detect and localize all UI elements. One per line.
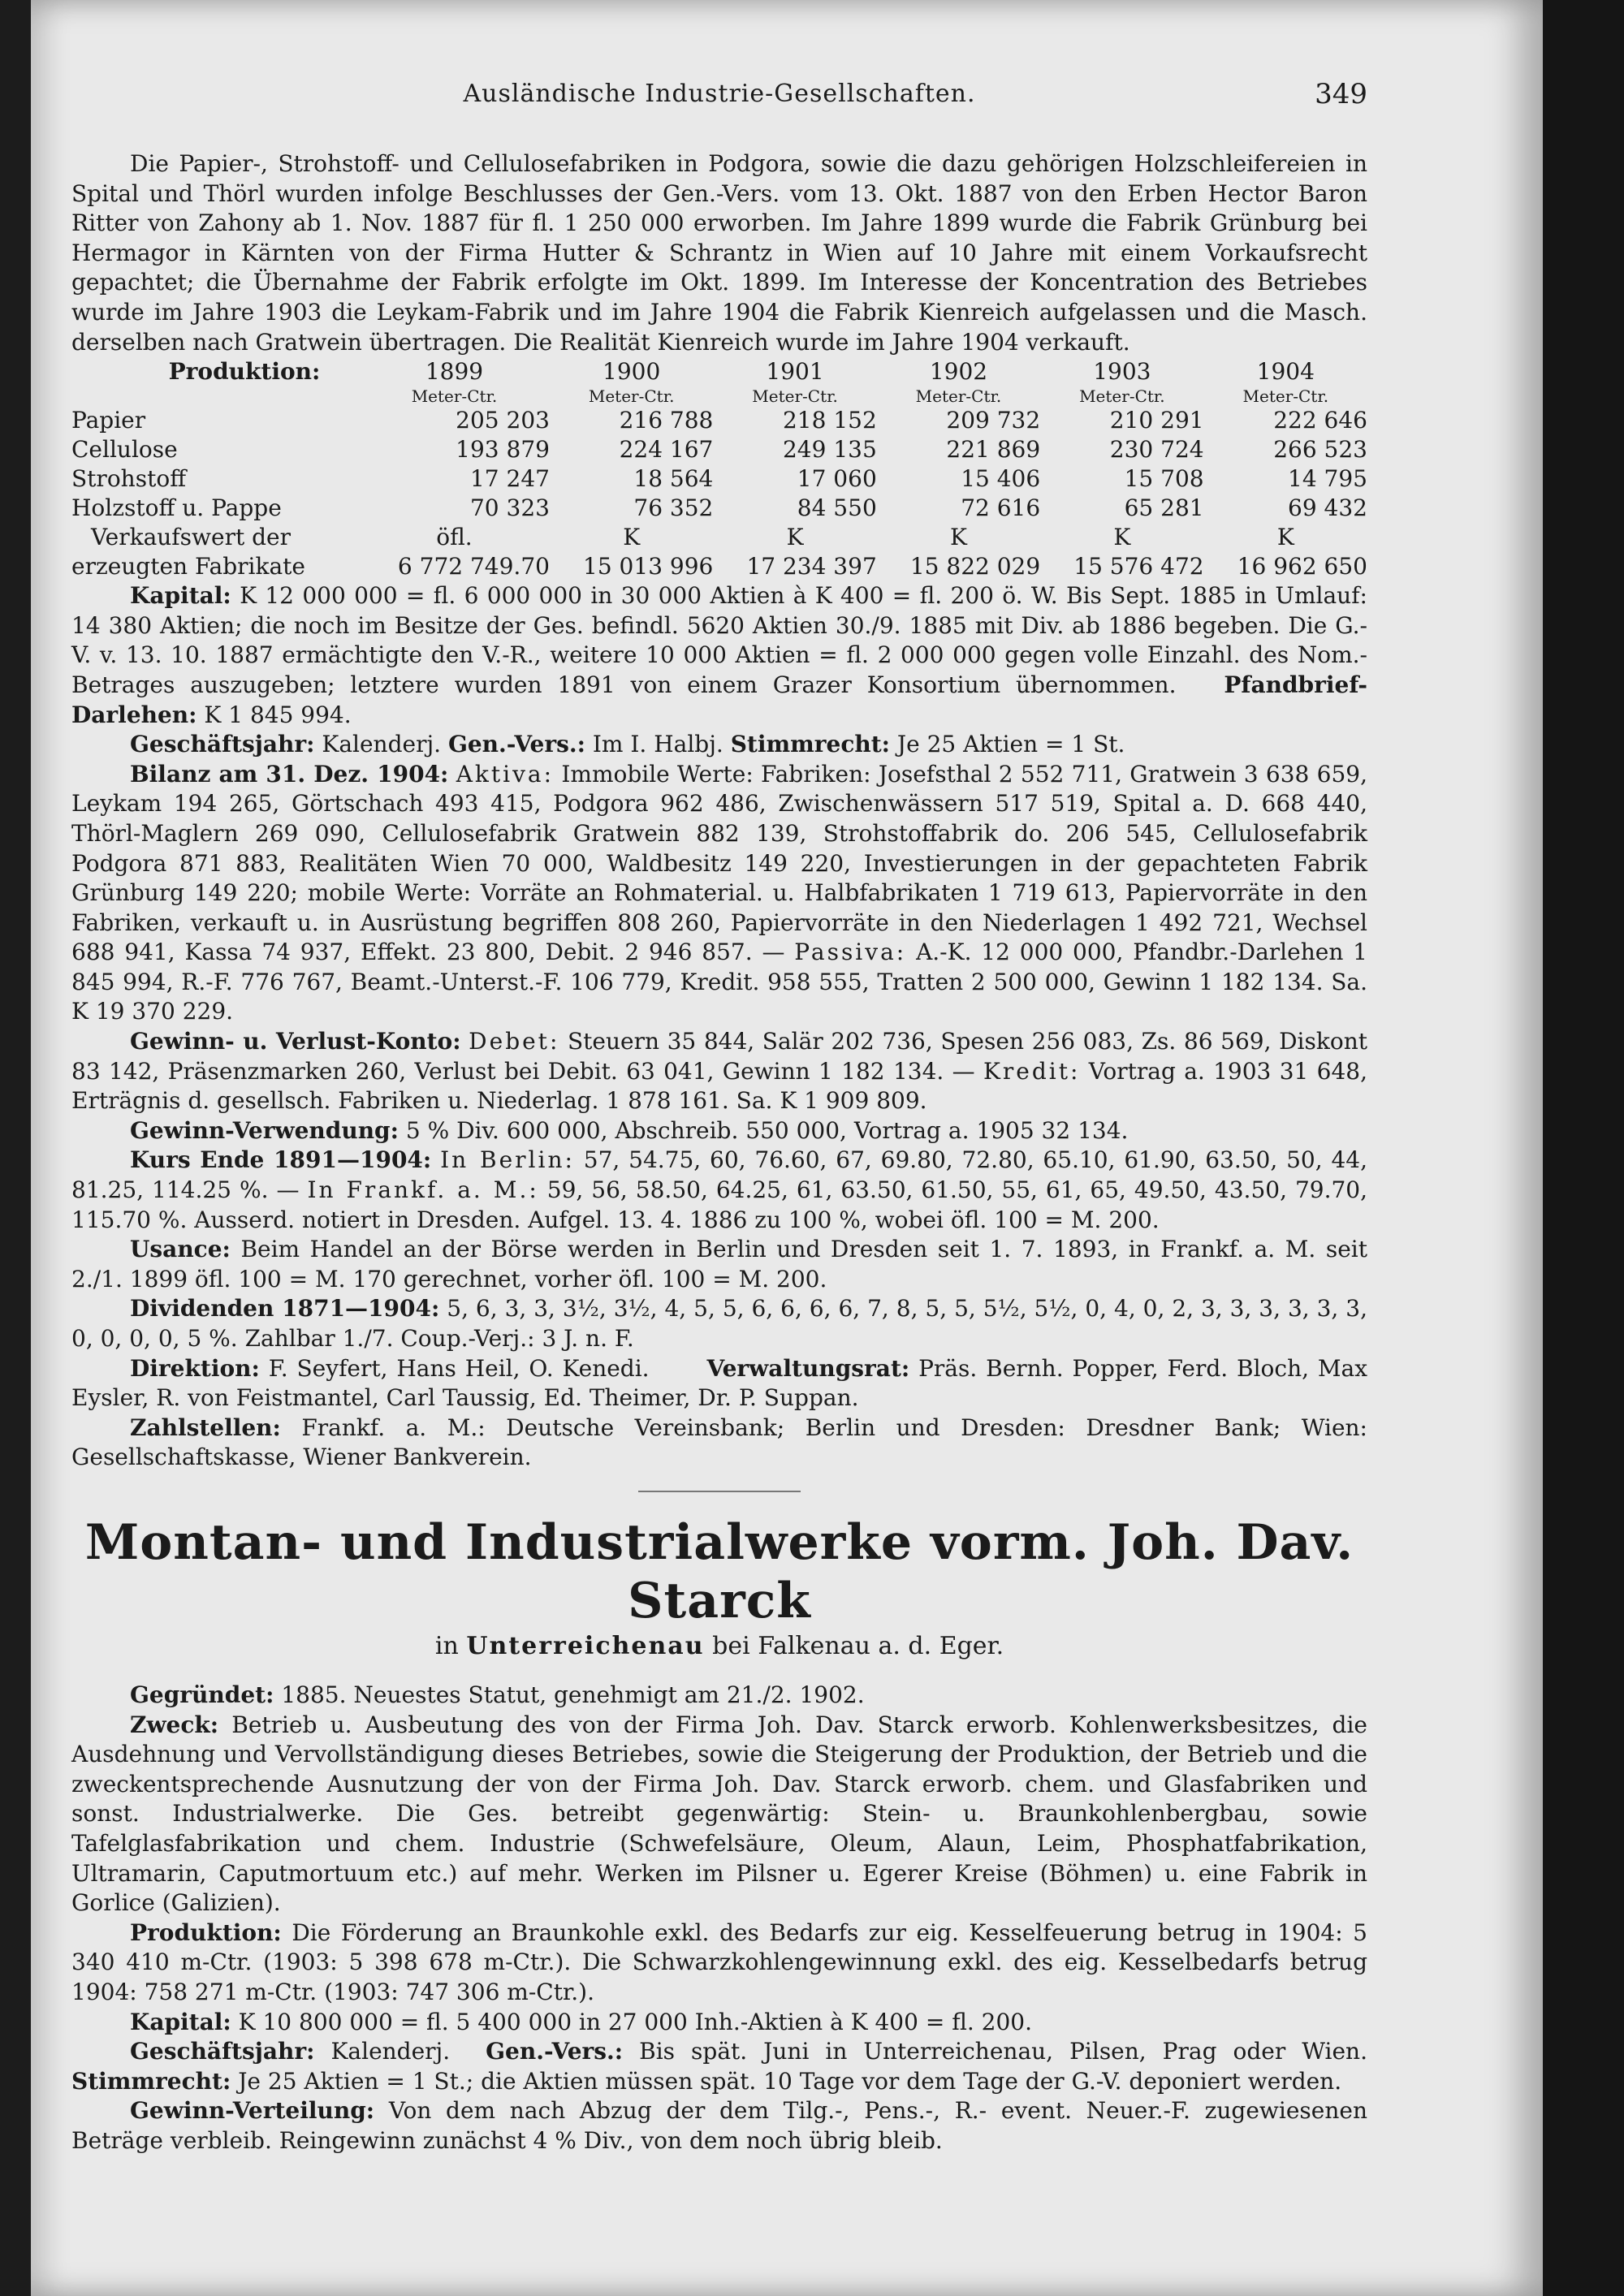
usance-text: Beim Handel an der Börse werden in Berlin und Dresden seit 1. 7. 1893, in Frankf. a. M. seit 2./1. 1899 öfl. 100 = M. 170 gerechnet, vorher öfl. 100 = M. 200.	[71, 1236, 1368, 1293]
geschaeftsjahr2-label: Geschäftsjahr:	[130, 2038, 315, 2065]
value-cell: 15 013 996	[583, 553, 714, 580]
verwaltungsrat-label: Verwaltungsrat:	[706, 1354, 910, 1382]
currency-cell: K	[1276, 524, 1294, 551]
value-row-label	[71, 523, 1367, 552]
production-block	[71, 357, 1367, 581]
aktiva-text: Immobile Werte: Fabriken: Josefsthal 2 552 711, Gratwein 3 638 659, Leykam 194 265, Görtschach 493 415, Podgora 962 486, Zwischenwässern 517 519, Spital a. D. 668 440, Thörl-Maglern 269 090, Cellulosefabrik Gratwein 882 139, Strohstoffabrik do. 206 545, Cellulosefabrik Podgora 871 883, Realitäten Wien 70 000, Waldbesitz 149 220, Investierungen in der gepachteten Fabrik Grünburg 149 220; mobile Werte: Vorräte an Rohmaterial. u. Halbfabrikaten 1 719 613, Papiervorräte in den Fabriken, verkauft u. in Ausrüstung begriffen 808 260, Papiervorräte in den Niederlagen 1 492 721, Wechsel 688 941, Kassa 74 937, Effekt. 23 800, Debit. 2 946 857. —	[71, 760, 1367, 966]
production-cell: 15 406	[961, 465, 1041, 493]
page-edge	[1543, 0, 1624, 2296]
produktion-paragraph	[71, 1918, 1367, 2008]
production-cell: 69 432	[1288, 494, 1367, 522]
section-divider	[638, 1491, 801, 1492]
kurs-berlin-text: 57, 54.75, 60, 76.60, 67, 69.80, 72.80, 65.10, 61.90, 63.50, 50, 44, 81.25, 114.25 %. —	[71, 1146, 1368, 1204]
currency-cell: K	[786, 524, 804, 551]
direktion-paragraph	[71, 1354, 1367, 1413]
company-location	[71, 1630, 1367, 1663]
usance-label: Usance:	[130, 1236, 231, 1263]
genvers2-label: Gen.-Vers.:	[486, 2038, 624, 2065]
kurs-frankfurt-text: 59, 56, 58.50, 64.25, 61, 63.50, 61.50, 55, 61, 65, 49.50, 43.50, 79.70, 115.70 %. Ausserd. notiert in Dresden. Aufgel. 13. 4. 1886 zu 100 %, wobei öfl. 100 = M. 200.	[71, 1176, 1368, 1233]
gegruendet-text: 1885. Neuestes Statut, genehmigt am 21./2. 1902.	[281, 1681, 865, 1708]
dividenden-text: 5, 6, 3, 3, 3½, 3½, 4, 5, 5, 6, 6, 6, 6, 7, 8, 5, 5, 5½, 5½, 0, 4, 0, 2, 3, 3, 3, 3, 3, 3, 0, 0, 0, 0, 5 %. Zahlbar 1./7. Coup.-Verj.: 3 J. n. F.	[71, 1295, 1367, 1352]
zweck-label: Zweck:	[130, 1711, 219, 1738]
running-head-title: Ausländische Industrie-Gesellschaften.	[463, 80, 976, 108]
production-row-label: Strohstoff	[71, 465, 187, 493]
pfandbrief-label: Pfandbrief-Darlehen:	[71, 671, 1367, 728]
production-cell: 222 646	[1273, 407, 1367, 434]
dividenden-paragraph	[71, 1294, 1367, 1353]
passiva-label: Passiva:	[794, 939, 907, 966]
production-cell: 218 152	[782, 407, 877, 434]
production-row-label: Cellulose	[71, 436, 178, 464]
debet-text: Steuern 35 844, Salär 202 736, Spesen 256 083, Zs. 86 569, Diskont 83 142, Präsenzmarken 260, Verlust bei Debit. 63 041, Gewinn 1 182 134. —	[71, 1028, 1367, 1085]
history-paragraph: Die Papier-, Strohstoff- und Cellulosefabriken in Podgora, sowie die dazu gehörigen Holzschleifereien in Spital und Thörl wurden infolge Beschlusses der Gen.-Vers. vom 13. Okt. 1887 von den Erben Hector Baron Ritter von Zahony ab 1. Nov. 1887 für fl. 1 250 000 erworben. Im Jahre 1899 wurde die Fabrik Grünburg bei Hermagor in Kärnten von der Firma Hutter & Schrantz in Wien auf 10 Jahre mit einem Vorkaufsrecht gepachtet; die Übernahme der Fabrik erfolgte im Okt. 1899. Im Interesse der Koncentration des Betriebes wurde im Jahre 1903 die Leykam-Fabrik und im Jahre 1904 die Fabrik Kienreich aufgelassen und die Masch. derselben nach Gratwein übertragen. Die Realität Kienreich wurde im Jahre 1904 verkauft.	[71, 150, 1367, 356]
zweck-paragraph	[71, 1711, 1367, 1918]
meta-paragraph	[71, 730, 1367, 760]
aktiva-label: Aktiva:	[456, 760, 555, 788]
genvers-label: Gen.-Vers.:	[447, 731, 585, 758]
production-label: Produktion:	[168, 358, 321, 386]
geschaeftsjahr2-text: Kalenderj.	[330, 2038, 451, 2065]
pfandbrief-text: K 1 845 994.	[204, 701, 352, 728]
year-cell: 1903	[1093, 358, 1151, 386]
guv-paragraph	[71, 1027, 1367, 1116]
produktion-label: Produktion:	[130, 1918, 282, 1946]
production-cell: 224 167	[619, 436, 714, 464]
page-number: 349	[1315, 78, 1367, 110]
unit-cell: Meter-Ctr.	[752, 386, 838, 407]
currency-cell: K	[1113, 524, 1131, 551]
verteilung-label: Gewinn-Verteilung:	[130, 2097, 375, 2125]
production-cell: 221 869	[946, 436, 1041, 464]
kurs-paragraph	[71, 1146, 1367, 1235]
unit-cell: Meter-Ctr.	[1242, 386, 1329, 407]
production-cell: 14 795	[1288, 465, 1367, 493]
production-year-row	[71, 357, 1367, 386]
production-table	[71, 357, 1367, 581]
year-cell: 1901	[766, 358, 824, 386]
verwendung-paragraph	[71, 1116, 1367, 1146]
stimmrecht2-text: Je 25 Aktien = 1 St.; die Aktien müssen spät. 10 Tage vor dem Tage der G.-V. deponiert werden.	[238, 2067, 1342, 2095]
geschaeftsjahr-label: Geschäftsjahr:	[130, 731, 315, 758]
production-cell: 249 135	[782, 436, 877, 464]
production-cell: 65 281	[1124, 494, 1204, 522]
kurs-berlin-label: In Berlin:	[440, 1146, 575, 1174]
zahlstellen-label: Zahlstellen:	[130, 1413, 281, 1441]
production-cell: 70 323	[469, 494, 550, 522]
year-cell: 1904	[1256, 358, 1315, 386]
currency-cell: öfl.	[436, 524, 473, 551]
currency-cell: K	[623, 524, 641, 551]
value-cell: 15 576 472	[1073, 553, 1204, 580]
debet-label: Debet:	[469, 1028, 560, 1055]
kapital-label: Kapital:	[130, 582, 231, 610]
production-cell: 209 732	[946, 407, 1041, 434]
production-row	[71, 406, 1367, 435]
production-rows	[71, 406, 1367, 523]
meta2-paragraph	[71, 2037, 1367, 2096]
kapital-paragraph	[71, 581, 1367, 730]
value-label-1: Verkaufswert der	[91, 524, 291, 551]
unit-cell: Meter-Ctr.	[588, 386, 675, 407]
kurs-frankfurt-label: In Frankf. a. M.:	[307, 1176, 539, 1204]
dividenden-label: Dividenden 1871—1904:	[130, 1295, 440, 1323]
kredit-text: Vortrag a. 1903 31 648, Erträgnis d. gesellsch. Fabriken u. Niederlag. 1 878 161. Sa. K 1 909 809.	[71, 1057, 1367, 1115]
production-cell: 76 352	[633, 494, 714, 522]
running-head	[71, 80, 1367, 117]
production-cell: 266 523	[1273, 436, 1367, 464]
kapital2-text: K 10 800 000 = fl. 5 400 000 in 27 000 Inh.-Aktien à K 400 = fl. 200.	[238, 2008, 1033, 2035]
gegruendet-paragraph	[71, 1681, 1367, 1711]
bilanz-paragraph	[71, 760, 1367, 1027]
production-row-label: Holzstoff u. Pappe	[71, 494, 282, 522]
company-heading: Montan- und Industrialwerke vorm. Joh. Dav. Starck	[84, 1513, 1354, 1629]
year-cell: 1902	[929, 358, 988, 386]
bilanz-label: Bilanz am 31. Dez. 1904:	[130, 760, 449, 788]
kapital-text: K 12 000 000 = fl. 6 000 000 in 30 000 Aktien à K 400 = fl. 200 ö. W. Bis Sept. 1885 in Umlauf: 14 380 Aktien; die noch im Besitze der Ges. befindl. 5620 Aktien 30./9. 1885 mit Div. ab 1886 begeben. Die G.-V. v. 13. 10. 1887 ermächtigte den V.-R., weitere 10 000 Aktien = fl. 2 000 000 gegen volle Einzahl. des Nom.-Betrages auszugeben; letztere wurden 1891 von einem Grazer Konsortium übernommen.	[71, 582, 1367, 698]
location-prefix: in	[434, 1631, 459, 1660]
production-cell: 17 060	[797, 465, 877, 493]
stimmrecht2-label: Stimmrecht:	[71, 2067, 231, 2095]
unit-cell: Meter-Ctr.	[915, 386, 1002, 407]
production-row	[71, 435, 1367, 464]
genvers2-text: Bis spät. Juni in Unterreichenau, Pilsen, Prag oder Wien.	[639, 2038, 1367, 2065]
production-cell: 210 291	[1109, 407, 1204, 434]
production-cell: 17 247	[469, 465, 550, 493]
production-row	[71, 494, 1367, 523]
production-cell: 205 203	[456, 407, 550, 434]
direktion-text: F. Seyfert, Hans Heil, O. Kenedi.	[268, 1354, 650, 1382]
kapital2-paragraph	[71, 2008, 1367, 2038]
value-row	[71, 552, 1367, 581]
value-cell: 17 234 397	[746, 553, 877, 580]
production-unit-row	[71, 386, 1367, 406]
production-cell: 72 616	[961, 494, 1041, 522]
zahlstellen-paragraph	[71, 1413, 1367, 1473]
kurs-label: Kurs Ende 1891—1904:	[130, 1146, 432, 1174]
produktion-text: Die Förderung an Braunkohle exkl. des Bedarfs zur eig. Kesselfeuerung betrug in 1904: 5 340 410 m-Ctr. (1903: 5 398 678 m-Ctr.). Die Schwarzkohlengewinnung exkl. des eig. Kesselbedarfs betrug 1904: 758 271 m-Ctr. (1903: 747 306 m-Ctr.).	[71, 1918, 1367, 2005]
location-suffix: bei Falkenau a. d. Eger.	[712, 1631, 1004, 1660]
unit-cell: Meter-Ctr.	[411, 386, 498, 407]
production-cell: 230 724	[1109, 436, 1204, 464]
value-cell: 15 822 029	[909, 553, 1041, 580]
location-place: Unterreichenau	[466, 1631, 705, 1660]
zweck-text: Betrieb u. Ausbeutung des von der Firma Joh. Dav. Starck erworb. Kohlenwerksbesitzes, die Ausdehnung und Vervollständigung dieses Betriebes, sowie die Steigerung der Produktion, der Betrieb und die zweckentsprechende Ausnutzung der von der Firma Joh. Dav. Starck erworb. chem. und Glasfabriken und sonst. Industrialwerke. Die Ges. betreibt gegenwärtig: Stein- u. Braunkohlenbergbau, sowie Tafelglasfabrikation und chem. Industrie (Schwefelsäure, Oleum, Alaun, Leim, Phosphatfabrikation, Ultramarin, Caputmortuum etc.) auf mehr. Werken im Pilsner u. Egerer Kreise (Böhmen) u. eine Fabrik in Gorlice (Galizien).	[71, 1711, 1367, 1917]
value-label-2: erzeugten Fabrikate	[71, 553, 305, 580]
production-row-label: Papier	[71, 407, 146, 434]
document-page	[71, 80, 1367, 2156]
currency-cell: K	[950, 524, 967, 551]
production-cell: 216 788	[619, 407, 714, 434]
stimmrecht-label: Stimmrecht:	[730, 731, 890, 758]
passiva-text: A.-K. 12 000 000, Pfandbr.-Darlehen 1 845 994, R.-F. 776 767, Beamt.-Unterst.-F. 106 779, Kredit. 958 555, Tratten 2 500 000, Gewinn 1 182 134. Sa. K 19 370 229.	[71, 939, 1367, 1025]
stimmrecht-text: Je 25 Aktien = 1 St.	[896, 731, 1125, 758]
verwendung-label: Gewinn-Verwendung:	[130, 1116, 399, 1144]
unit-cell: Meter-Ctr.	[1079, 386, 1165, 407]
guv-label: Gewinn- u. Verlust-Konto:	[130, 1028, 461, 1055]
zahlstellen-text: Frankf. a. M.: Deutsche Vereinsbank; Berlin und Dresden: Dresdner Bank; Wien: Gesellschaftskasse, Wiener Bankverein.	[71, 1413, 1367, 1471]
production-row	[71, 464, 1367, 494]
production-cell: 84 550	[797, 494, 877, 522]
verwendung-text: 5 % Div. 600 000, Abschreib. 550 000, Vortrag a. 1905 32 134.	[405, 1116, 1129, 1144]
kredit-label: Kredit:	[983, 1057, 1081, 1085]
usance-paragraph	[71, 1235, 1367, 1294]
direktion-label: Direktion:	[130, 1354, 260, 1382]
geschaeftsjahr-text: Kalenderj.	[322, 731, 442, 758]
genvers-text: Im I. Halbj.	[592, 731, 723, 758]
production-cell: 193 879	[456, 436, 550, 464]
value-cell: 6 772 749.70	[397, 553, 550, 580]
year-cell: 1900	[603, 358, 661, 386]
production-cell: 18 564	[633, 465, 714, 493]
production-cell: 15 708	[1124, 465, 1204, 493]
year-cell: 1899	[425, 358, 484, 386]
gegruendet-label: Gegründet:	[130, 1681, 274, 1708]
kapital2-label: Kapital:	[130, 2008, 231, 2035]
verteilung-text: Von dem nach Abzug der dem Tilg.-, Pens.-, R.- event. Neuer.-F. zugewiesenen Beträge verbleib. Reingewinn zunächst 4 % Div., von dem noch übrig bleib.	[71, 2097, 1367, 2154]
verteilung-paragraph	[71, 2096, 1367, 2156]
value-cell: 16 962 650	[1237, 553, 1367, 580]
verwaltungsrat-text: Präs. Bernh. Popper, Ferd. Bloch, Max Eysler, R. von Feistmantel, Carl Taussig, Ed. Theimer, Dr. P. Suppan.	[71, 1354, 1368, 1412]
